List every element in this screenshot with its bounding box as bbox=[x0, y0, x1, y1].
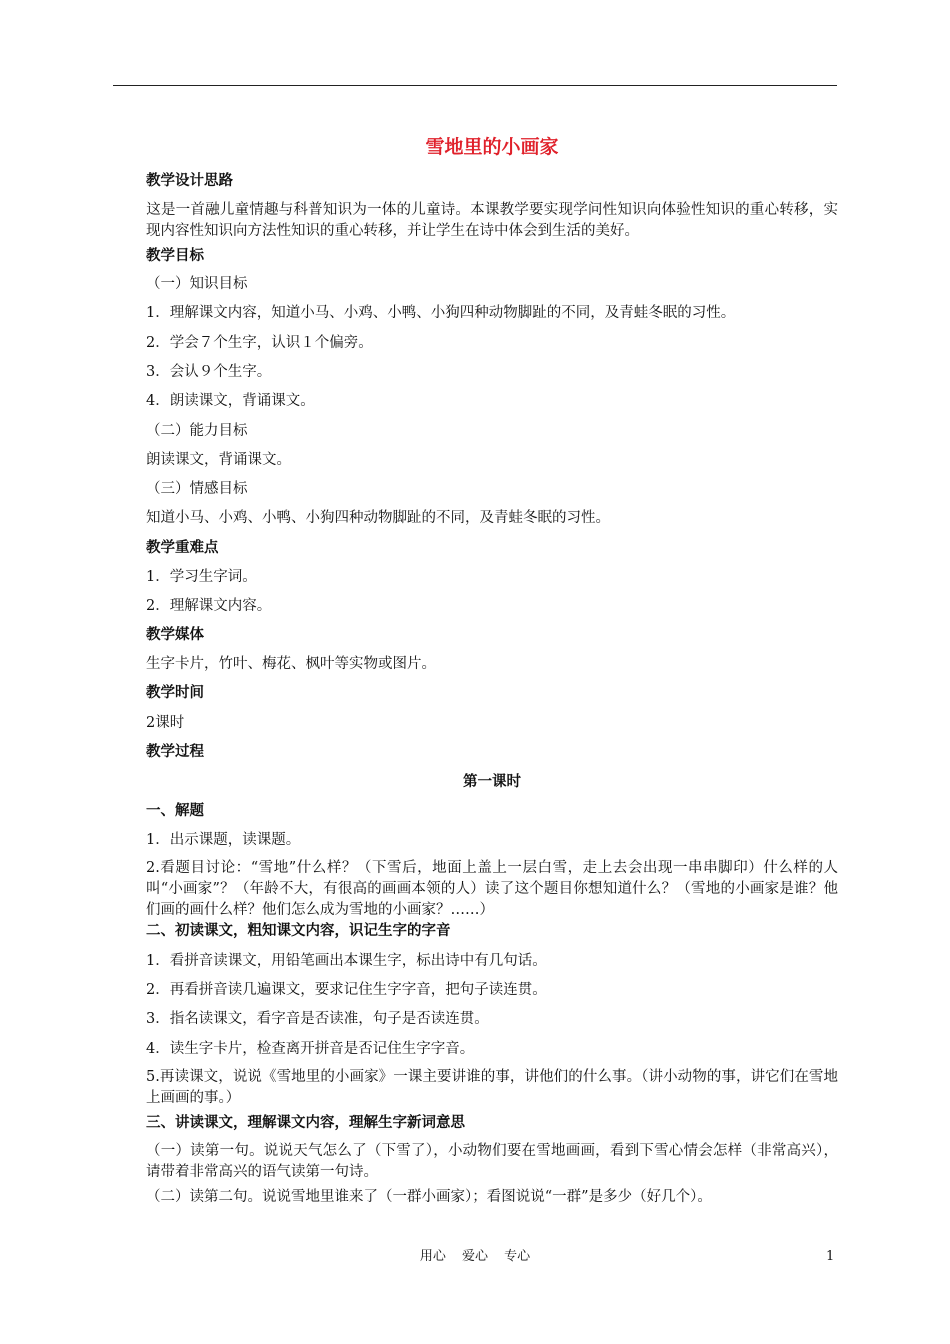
media-text: 生字卡片，竹叶、梅花、枫叶等实物或图片。 bbox=[146, 656, 436, 672]
part2-item: 3．指名读课文，看字音是否读准，句子是否读连贯。 bbox=[146, 1011, 489, 1027]
design-paragraph bbox=[146, 200, 838, 242]
page-number: 1 bbox=[826, 1249, 835, 1264]
part2-item: 1．看拼音读课文，用铅笔画出本课生字，标出诗中有几句话。 bbox=[146, 953, 547, 969]
part3-item: （一）读第一句。说说天气怎么了（下雪了），小动物们要在雪地画画，看到下雪心情会怎样（非常高兴），请带着非常高兴的语气读第一句诗。 bbox=[146, 1143, 838, 1180]
time-text: 2课时 bbox=[146, 715, 185, 731]
media-heading: 教学媒体 bbox=[146, 626, 204, 643]
part2-item: 5.再读课文，说说《雪地里的小画家》一课主要讲谁的事，讲他们的什么事。（讲小动物的事，讲它们在雪地上画画的事。） bbox=[146, 1069, 838, 1106]
goal2-heading: （二）能力目标 bbox=[146, 423, 248, 439]
key-item: 1．学习生字词。 bbox=[146, 569, 257, 585]
key-item: 2．理解课文内容。 bbox=[146, 598, 272, 614]
goal1-item: 3．会认９个生字。 bbox=[146, 364, 272, 380]
part3-heading: 三、讲读课文，理解课文内容，理解生字新词意思 bbox=[146, 1114, 465, 1131]
design-text: 这是一首融儿童情趣与科普知识为一体的儿童诗。本课教学要实现学问性知识向体验性知识的重心转移，实现内容性知识向方法性知识的重心转移，并让学生在诗中体会到生活的美好。 bbox=[146, 202, 838, 239]
goal3-text: 知道小马、小鸡、小鸭、小狗四种动物脚趾的不同，及青蛙冬眠的习性。 bbox=[146, 510, 610, 526]
goal1-item: 1．理解课文内容，知道小马、小鸡、小鸭、小狗四种动物脚趾的不同，及青蛙冬眠的习性。 bbox=[146, 305, 736, 321]
goals-heading: 教学目标 bbox=[146, 247, 204, 264]
part2-item: 4．读生字卡片，检查离开拼音是否记住生字字音。 bbox=[146, 1041, 475, 1057]
goal2-text: 朗读课文，背诵课文。 bbox=[146, 452, 291, 468]
header-rule bbox=[113, 85, 837, 86]
goal1-heading: （一）知识目标 bbox=[146, 276, 248, 292]
part1-item: 1．出示课题，读课题。 bbox=[146, 832, 301, 848]
goal1-item: 4．朗读课文，背诵课文。 bbox=[146, 393, 315, 409]
part3-item: （二）读第二句。说说雪地里谁来了（一群小画家）；看图说说“一群”是多少（好几个）。 bbox=[146, 1189, 712, 1205]
design-heading: 教学设计思路 bbox=[146, 172, 233, 189]
footer-text: 用心 爱心 专心 bbox=[419, 1249, 531, 1264]
goal1-item: 2．学会７个生字，认识１个偏旁。 bbox=[146, 335, 373, 351]
part2-heading: 二、初读课文，粗知课文内容，识记生字的字音 bbox=[146, 922, 451, 939]
lesson1-heading: 第一课时 bbox=[463, 773, 521, 790]
key-heading: 教学重难点 bbox=[146, 539, 219, 556]
part1-heading: 一、解题 bbox=[146, 802, 204, 819]
time-heading: 教学时间 bbox=[146, 684, 204, 701]
page-title: 雪地里的小画家 bbox=[425, 136, 559, 158]
process-heading: 教学过程 bbox=[146, 743, 204, 760]
goal3-heading: （三）情感目标 bbox=[146, 481, 248, 497]
part2-item: 2．再看拼音读几遍课文，要求记住生字字音，把句子读连贯。 bbox=[146, 982, 547, 998]
part1-item: 2.看题目讨论：“雪地”什么样？（下雪后，地面上盖上一层白雪，走上去会出现一串串脚印）什么样的人叫“小画家”？（年龄不大，有很高的画画本领的人）读了这个题目你想知道什么？（雪地的小画家是谁？他们画的画什么样？他们怎么成为雪地的小画家？……） bbox=[146, 860, 838, 918]
